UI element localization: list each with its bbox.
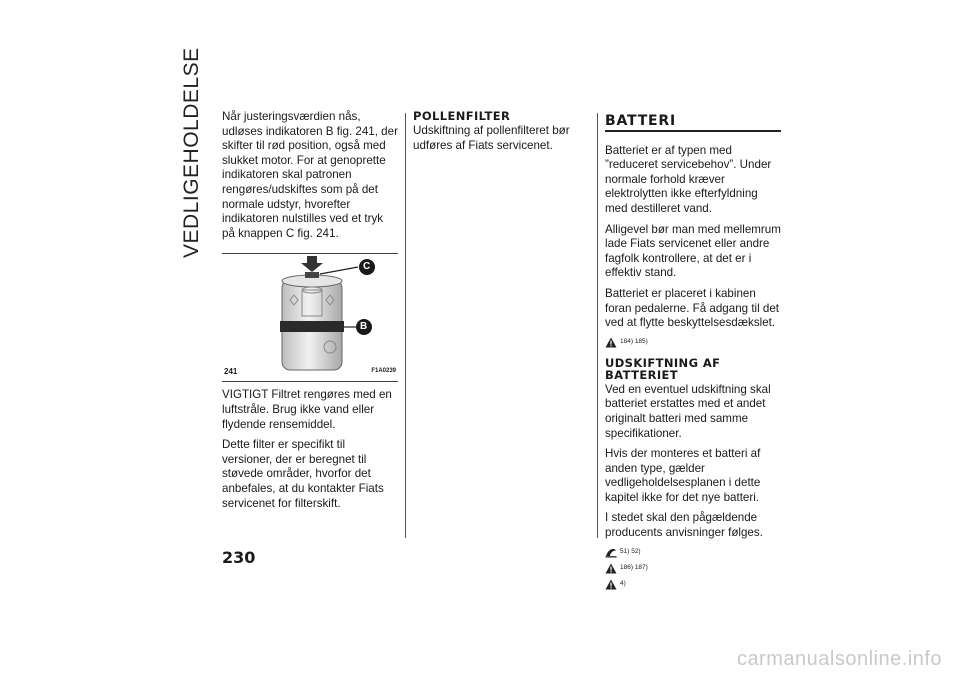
paragraph-indicator: Når justeringsværdien nås, udløses indikatoren B fig. 241, der skifter til rød position, også med slukket motor. For at genoprette indikatoren skal patronen rengøres/udskiftes som på det normale udstyr, hvorefter indikatoren nulstilles ved et tryk på knappen C fig. 241.	[222, 110, 398, 240]
side-title: VEDLIGEHOLDELSE	[180, 47, 203, 258]
section-heading-pollenfilter: POLLENFILTER	[413, 109, 511, 123]
reference-text: 51) 52)	[620, 548, 641, 556]
warning-triangle-icon	[605, 563, 617, 574]
reference-text: 184) 185)	[620, 338, 648, 346]
column-left	[222, 110, 398, 517]
figure-number: 241	[224, 366, 238, 376]
subheading-battery-replacement: UDSKIFTNING AF BATTERIET	[605, 355, 721, 382]
reference-row	[605, 337, 783, 349]
paragraph-pollenfilter: Udskiftning af pollenfilteret bør udføres af Fiats servicenet.	[413, 124, 570, 152]
paragraph-dusty-areas: Dette filter er specifikt til versioner, der er beregnet til støvede områder, hvorfor det anbefales, at du kontakter Fiats servicenet for filterskift.	[222, 438, 384, 510]
column-divider	[405, 113, 406, 538]
warning-triangle-icon	[605, 337, 617, 348]
column-middle	[413, 110, 591, 159]
column-divider	[597, 113, 598, 538]
paragraph-manufacturer: I stedet skal den pågældende producents anvisninger følges.	[605, 511, 763, 540]
paragraph-battery-location: Batteriet er placeret i kabinen foran pedalerne. Få adgang til det ved at flytte beskyttelsesdækslet.	[605, 286, 780, 330]
paragraph-replacement: Ved en eventuel udskiftning skal batteriet erstattes med et andet originalt batteri med samme specifikationer.	[605, 382, 771, 440]
paragraph-battery-type: Batteriet er af typen med ”reduceret servicebehov”. Under normale forhold kræver elektrolytten ikke efterfyldning med destilleret vand.	[605, 143, 772, 215]
watermark: carmanualsonline.info	[736, 648, 942, 670]
figure-code: F1A0239	[371, 367, 396, 374]
column-right	[605, 110, 783, 595]
reference-row	[605, 563, 783, 575]
reference-text: 186) 187)	[620, 564, 648, 572]
air-filter-illustration	[222, 254, 398, 381]
page-number: 230	[222, 548, 256, 567]
chapter-heading-batteri: BATTERI	[605, 114, 781, 132]
environment-hand-icon	[605, 547, 617, 558]
paragraph-other-type: Hvis der monteres et batteri af anden type, gælder vedligeholdelsesplanen i dette kapitel ikke for det nye batteri.	[605, 447, 761, 504]
paragraph-important: VIGTIGT Filtret rengøres med en luftstråle. Brug ikke vand eller flydende rensemiddel.	[222, 388, 392, 431]
reference-text: 4)	[620, 580, 626, 588]
callout-c-label: C	[363, 261, 371, 273]
figure-241	[222, 253, 398, 382]
reference-row	[605, 547, 783, 559]
reference-row	[605, 579, 783, 591]
paragraph-battery-check: Alligevel bør man med mellemrum lade Fiats servicenet eller andre fagfolk kontrollere, at det er i effektiv stand.	[605, 222, 781, 280]
caution-triangle-icon	[605, 579, 617, 590]
callout-b-label: B	[360, 321, 368, 333]
